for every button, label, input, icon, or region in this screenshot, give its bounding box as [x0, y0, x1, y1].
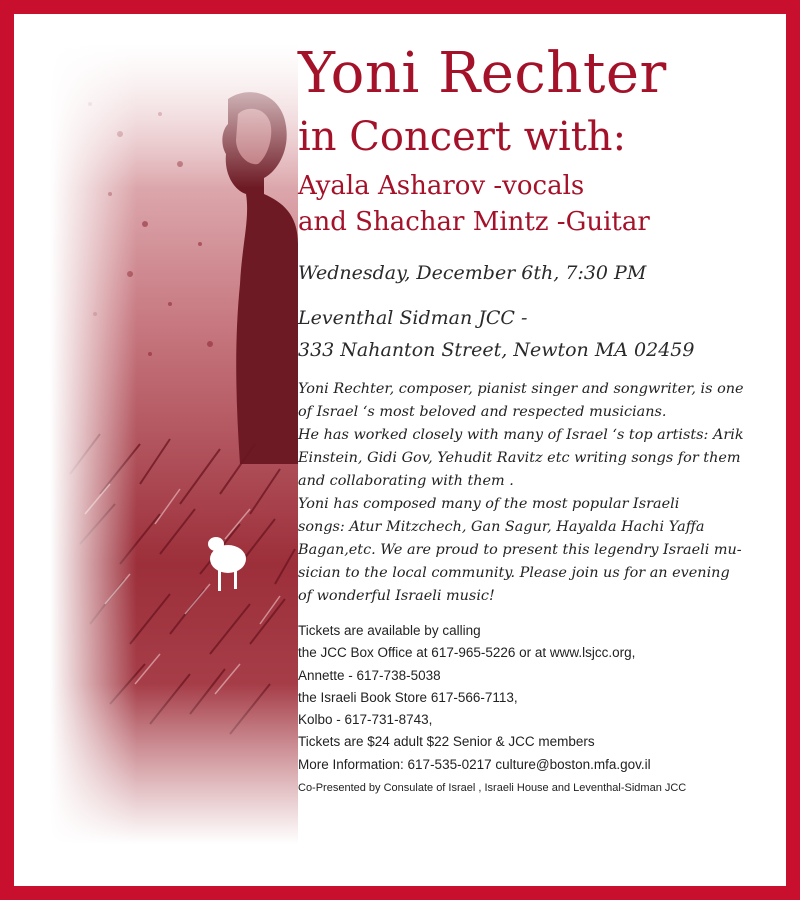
- description-line: sician to the local community. Please join us for an evening: [298, 565, 730, 581]
- ticket-line: Tickets are available by calling: [298, 623, 481, 638]
- ticket-line: Annette - 617-738-5038: [298, 667, 441, 683]
- description-line: of wonderful Israeli music!: [298, 588, 495, 604]
- performer-guitar: and Shachar Mintz -Guitar: [298, 207, 650, 237]
- description-line: Yoni has composed many of the most popular Israeli: [298, 496, 680, 512]
- ticket-line: the Israeli Book Store 617-566-7113,: [298, 689, 518, 705]
- venue-name: Leventhal Sidman JCC -: [298, 307, 528, 329]
- performer-vocals: Ayala Asharov -vocals: [298, 171, 585, 201]
- event-venue: [298, 302, 778, 366]
- description-line: of Israel ‘s most beloved and respected musicians.: [298, 404, 667, 420]
- copresented-credit: Co-Presented by Consulate of Israel , Israeli House and Leventhal-Sidman JCC: [298, 782, 687, 795]
- concert-title: Yoni Rechter: [298, 41, 667, 106]
- description-line: and collaborating with them .: [298, 473, 514, 489]
- venue-address: 333 Nahanton Street, Newton MA 02459: [298, 339, 695, 361]
- description-line: songs: Atur Mitzchech, Gan Sagur, Hayalda Hachi Yaffa: [298, 519, 705, 535]
- ticket-info: [298, 620, 778, 776]
- poster-content: [298, 41, 778, 795]
- description-line: Einstein, Gidi Gov, Yehudit Ravitz etc writing songs for them: [298, 450, 741, 466]
- concert-artwork: [50, 44, 298, 844]
- ticket-line: More Information: 617-535-0217 culture@boston.mfa.gov.il: [298, 756, 651, 772]
- concert-subtitle: in Concert with:: [298, 114, 627, 160]
- ticket-line: Kolbo - 617-731-8743,: [298, 712, 433, 728]
- artist-description: [298, 378, 778, 608]
- poster: [14, 14, 786, 886]
- description-line: Yoni Rechter, composer, pianist singer and songwriter, is one: [298, 381, 744, 397]
- ticket-line: the JCC Box Office at 617-965-5226 or at www.lsjcc.org,: [298, 645, 636, 661]
- event-datetime: Wednesday, December 6th, 7:30 PM: [298, 262, 647, 284]
- description-line: Bagan,etc. We are proud to present this legendry Israeli mu-: [298, 542, 742, 558]
- ticket-line: Tickets are $24 adult $22 Senior & JCC members: [298, 734, 595, 750]
- description-line: He has worked closely with many of Israel ‘s top artists: Arik: [298, 427, 744, 443]
